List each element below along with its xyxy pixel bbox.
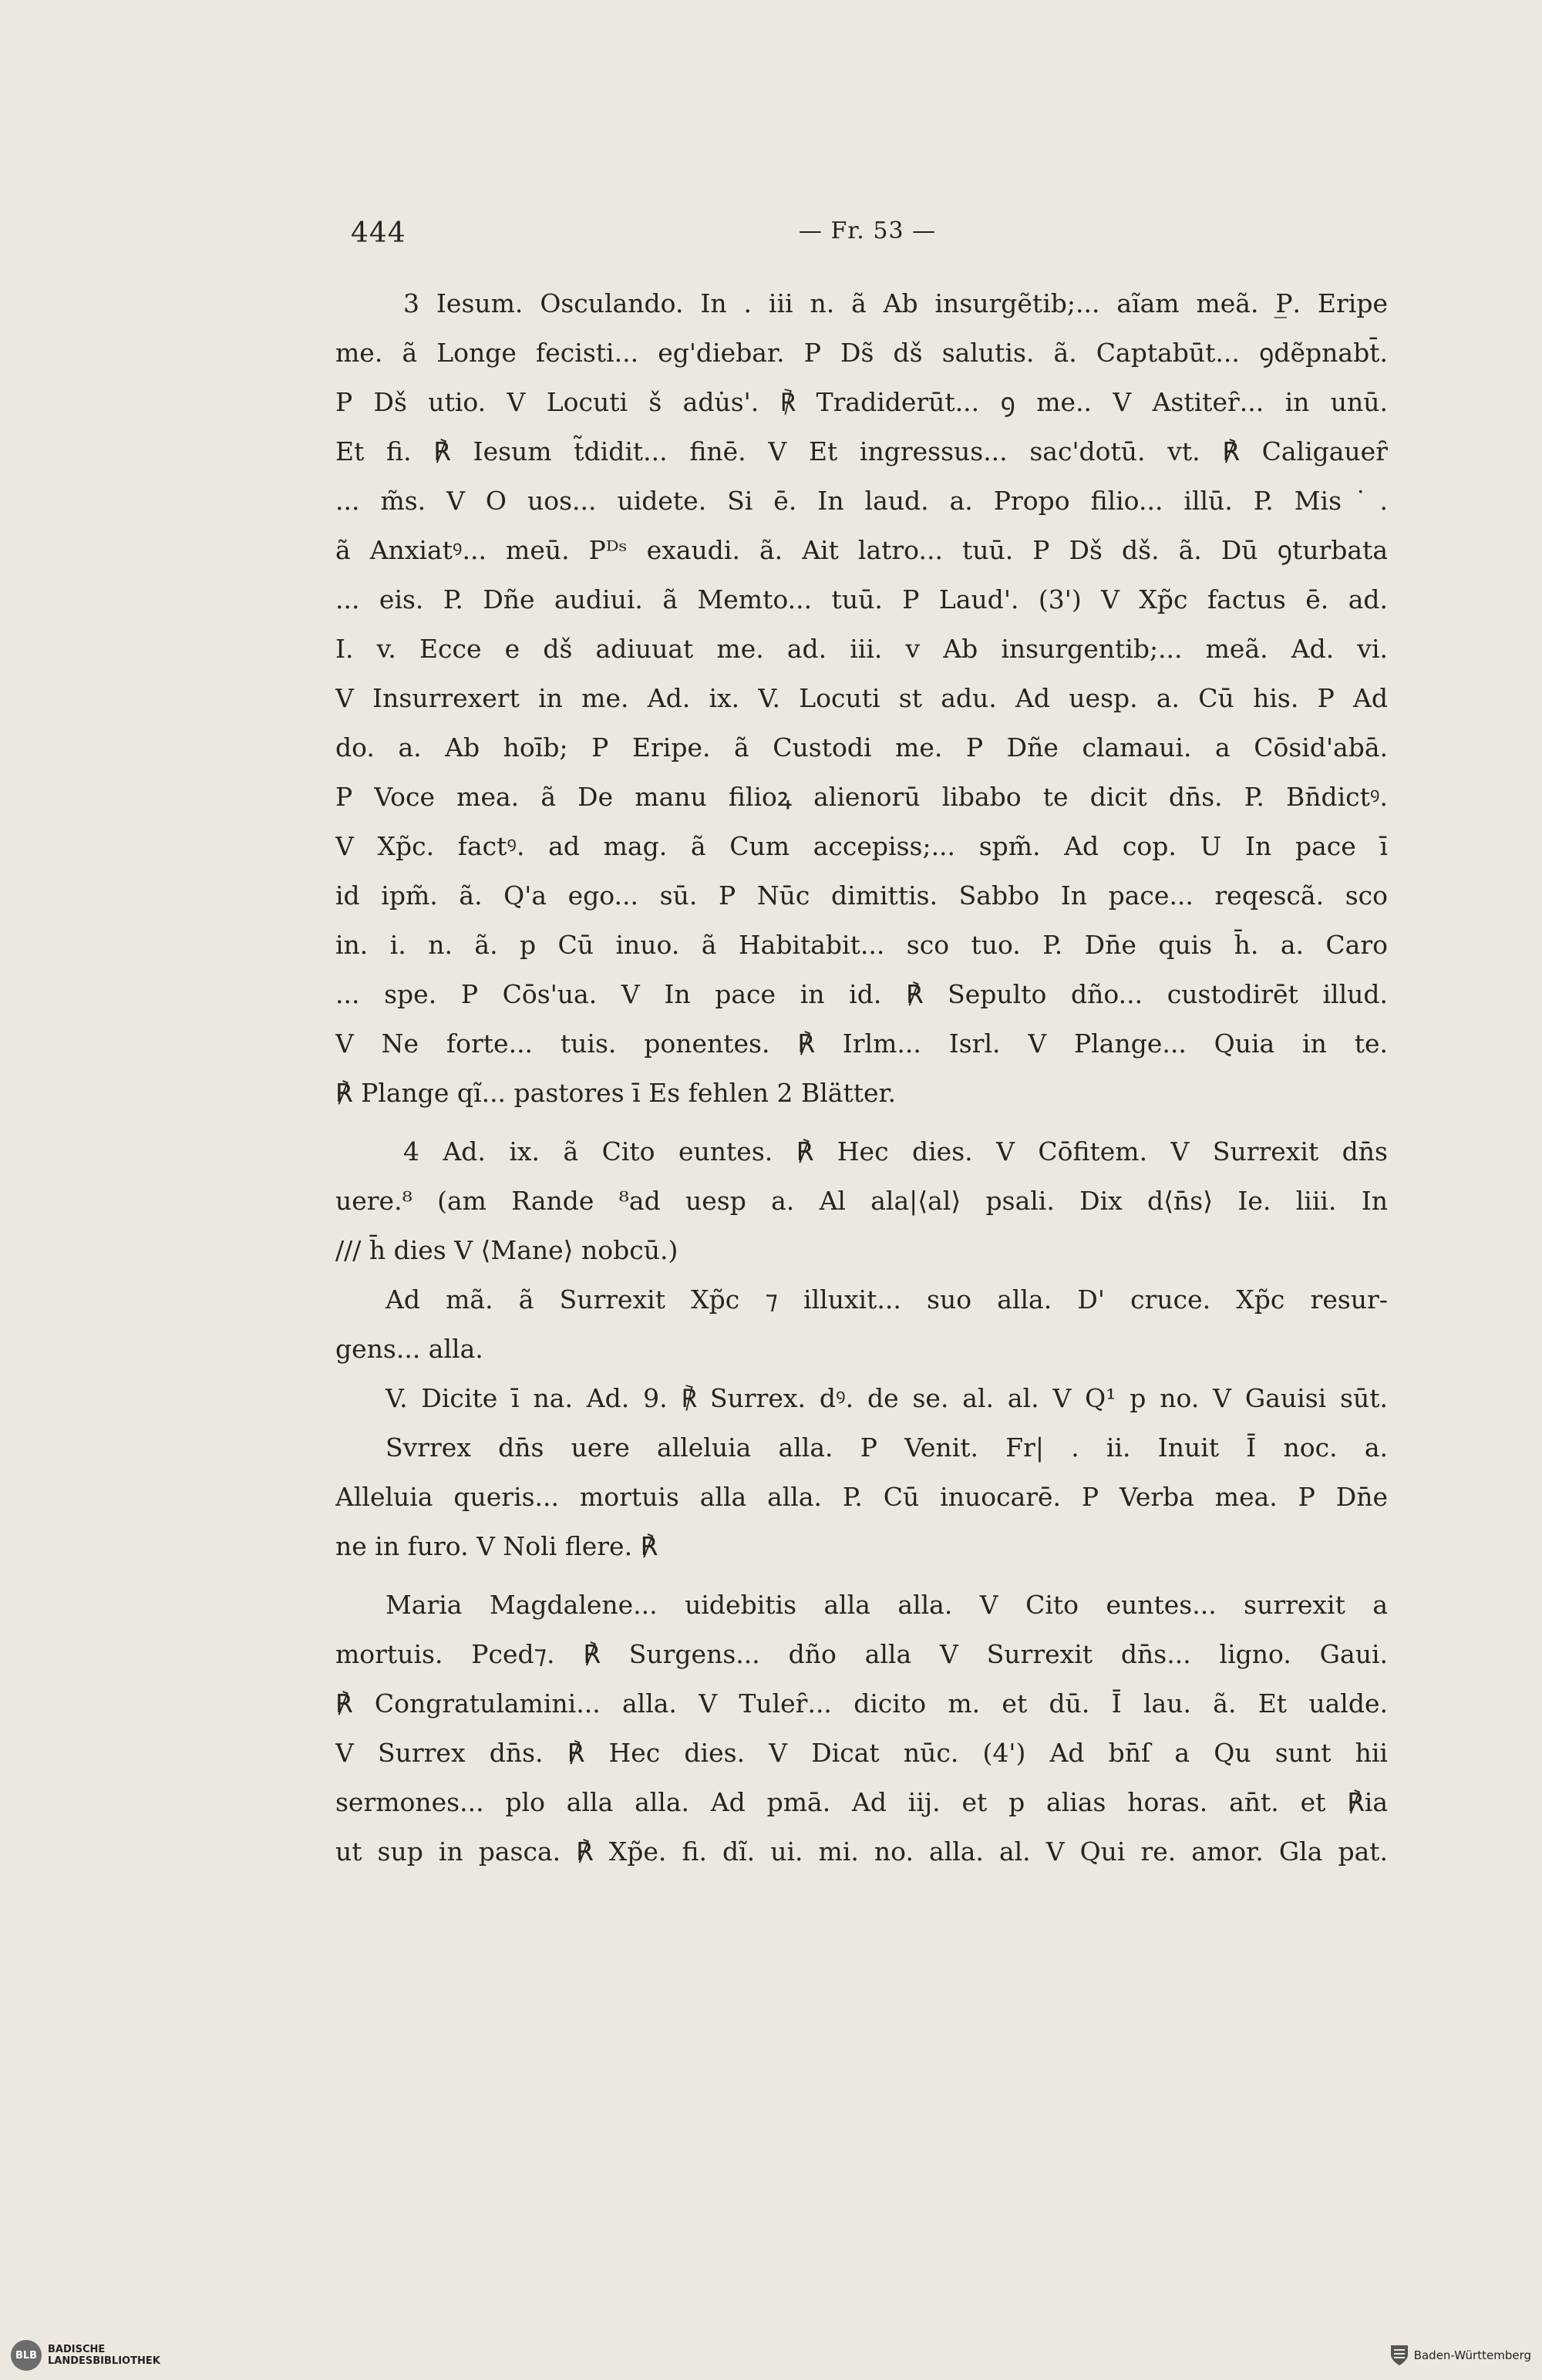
page-header — [351, 217, 1384, 256]
blb-logo-icon: BLB — [11, 2340, 42, 2371]
text-line: I. v. Ecce e dš adiuuat me. ad. iii. v Ab insurgentib;... meã. Ad. vi. — [335, 634, 1388, 664]
text-line: sermones... plo alla alla. Ad pmā. Ad iij. et p alias horas. an̄t. et ℟ia — [335, 1787, 1388, 1817]
text-line: Alleluia queris... mortuis alla alla. P. Cū inuocarē. P Verba mea. P Dn̄e — [335, 1482, 1388, 1512]
main-text — [335, 279, 1388, 1877]
text-line: ℟ Congratulamini... alla. V Tuleȓ... dicito m. et dū. Ī lau. ã. Et ualde. — [335, 1688, 1388, 1719]
text-line: V. Dicite ī na. Ad. 9. ℟ Surrex. dꝰ. de se. al. al. V Q¹ p no. V Gauisi sūt. — [386, 1383, 1388, 1413]
text-line: V Insurrexert in me. Ad. ix. V. Locuti st adu. Ad uesp. a. Cū his. P Ad — [335, 683, 1388, 713]
text-line-last: ℟ Plange qĩ... pastores ī Es fehlen 2 Blätter. — [335, 1078, 897, 1108]
text-line: Maria Magdalene... uidebitis alla alla. V Cito euntes... surrexit a — [386, 1590, 1388, 1620]
text-line: ut sup in pasca. ℟ Xp̃e. fi. dĩ. ui. mi. no. alla. al. V Qui re. amor. Gla pat. — [335, 1836, 1388, 1867]
text-line: 4 Ad. ix. ã Cito euntes. ℟ Hec dies. V Cōfitem. V Surrexit dn̄s — [403, 1136, 1388, 1166]
text-line: ã Anxiatꝰ... meū. Pᴰˢ exaudi. ã. Ait latro... tuū. P Dš dš. ã. Dū ꝯturbata — [335, 535, 1388, 565]
text-line: ... m̃s. V O uos... uidete. Si ē. In laud. a. Propo filio... illū. P. Mis˙. — [335, 486, 1388, 516]
text-line: do. a. Ab hoīb; P Eripe. ã Custodi me. P Dñe clamaui. a Cōsid'abā. — [335, 732, 1388, 762]
library-name-line1: BADISCHE — [48, 2344, 106, 2355]
text-line: ... eis. P. Dñe audiui. ã Memto... tuū. P Laud'. (3') V Xp̃c factus ē. ad. — [335, 584, 1388, 614]
text-line-last: gens... alla. — [335, 1334, 483, 1364]
text-line: 3 Iesum. Osculando. In . iii n. ã Ab insurgẽtib;... aĩam meã. P̲. Eripe — [403, 288, 1388, 318]
text-line: Et fi. ℟ Iesum t̃didit... finē. V Et ingressus... sac'dotū. vt. ℟ Caligaueȓ — [335, 436, 1388, 466]
text-line: uere.⁸ (am Rande ⁸ad uesp a. Al ala|⟨al⟩ psali. Dix d⟨n̄s⟩ Ie. liii. In — [335, 1186, 1388, 1216]
text-line: id ipm̃. ã. Q'a ego... sū. P Nūc dimittis. Sabbo In pace... reqescã. sco — [335, 880, 1388, 911]
text-line: me. ã Longe fecisti... eg'diebar. P Ds̃ dš salutis. ã. Captabūt... ꝯdẽpnabt̄. — [335, 338, 1388, 368]
paragraph-gap — [335, 1571, 1388, 1580]
state-label: Baden-Württemberg — [1413, 2348, 1531, 2362]
text-line: mortuis. Pced⁊. ℟ Surgens... dño alla V Surrexit dn̄s... ligno. Gaui. — [335, 1639, 1388, 1669]
library-footer — [11, 2340, 160, 2371]
text-line-last: ne in furo. V Noli flere. ℟ — [335, 1531, 658, 1561]
text-line: V Surrex dn̄s. ℟ Hec dies. V Dicat nūc. (4') Ad bn̄ſ a Qu sunt hii — [335, 1738, 1388, 1768]
library-name-line2: LANDESBIBLIOTHEK — [48, 2355, 160, 2367]
text-line-last: /// h̄ dies V ⟨Mane⟩ nobcū.) — [335, 1235, 678, 1265]
text-line: in. i. n. ã. p Cū inuo. ã Habitabit... sco tuo. P. Dn̄e quis h̄. a. Caro — [335, 930, 1388, 960]
text-line: Ad mã. ã Surrexit Xp̃c ⁊ illuxit... suo alla. D' cruce. Xp̃c resur- — [386, 1284, 1388, 1315]
text-line: V Ne forte... tuis. ponentes. ℟ Irlm... Isrl. V Plange... Quia in te. — [335, 1028, 1388, 1059]
state-footer — [1389, 2344, 1531, 2367]
coat-of-arms-icon — [1389, 2344, 1409, 2367]
text-line: V Xp̃c. factꝰ. ad mag. ã Cum accepiss;... spm̃. Ad cop. U In pace ī — [335, 831, 1388, 861]
text-line: P Voce mea. ã De manu filioꝝ alienorū libabo te dicit dn̄s. P. Bn̄dictꝰ. — [335, 782, 1388, 812]
page-number: 444 — [351, 217, 406, 249]
text-line: ... spe. P Cōs'ua. V In pace in id. ℟ Sepulto dño... custodirēt illud. — [335, 979, 1388, 1009]
text-line: Svrrex dn̄s uere alleluia alla. P Venit. Fr| . ii. Inuit Ī noc. a. — [386, 1432, 1388, 1463]
running-head: — Fr. 53 — — [798, 217, 937, 244]
library-name — [48, 2344, 160, 2367]
paragraph-gap — [335, 1118, 1388, 1127]
text-line: P Dš utio. V Locuti š adu̇s'. ℟ Tradiderūt... ꝯ me.. V Astiteȓ... in unū. — [335, 387, 1388, 417]
